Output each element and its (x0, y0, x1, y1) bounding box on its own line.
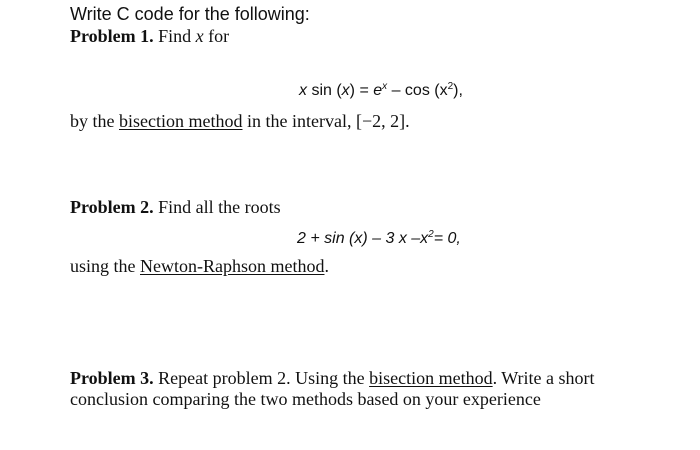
problem1-label: Problem 1. (70, 26, 154, 46)
eq1-equals: = (355, 82, 374, 99)
eq1-lhs-close: ) (349, 82, 355, 99)
eq1-lhs-argument: x (341, 82, 350, 99)
problem2-method-suffix: . (324, 256, 329, 276)
problem1-find-text: Find (158, 26, 192, 46)
eq1-close: ), (453, 82, 463, 99)
problem3-text-end: . Write a short (492, 368, 595, 388)
eq2-power: 2 (428, 229, 434, 240)
intro-text (70, 3, 310, 25)
problem1-heading (70, 25, 229, 47)
problem2-text: Find all the roots (158, 197, 281, 217)
problem1-method-suffix: in the interval, [−2, 2]. (242, 111, 410, 131)
problem3-line2 (70, 388, 541, 410)
problem1-variable: x (195, 26, 204, 46)
problem1-method-prefix: by the (70, 111, 119, 131)
eq1-cos-term: – cos (x (387, 82, 448, 99)
eq2-left: 2 + sin (x) – 3 x –x (297, 230, 429, 247)
eq1-exp-base: e (373, 82, 383, 99)
problem3-method-name: bisection method (369, 368, 493, 388)
intro-label: Write C code for the following: (70, 4, 310, 24)
problem2-method-name: Newton-Raphson method (140, 256, 325, 276)
eq1-cos-power: 2 (447, 81, 454, 92)
problem1-method-name: bisection method (119, 111, 243, 131)
problem3-conclusion-text: conclusion comparing the two methods based on your experience (70, 389, 541, 409)
problem2-equation (297, 228, 461, 250)
problem3-line1 (70, 367, 595, 389)
problem1-equation (299, 80, 463, 102)
problem3-text-start: Repeat problem 2. Using the (158, 368, 370, 388)
problem1-method-line (70, 110, 410, 132)
eq2-right: = 0, (433, 230, 461, 247)
eq1-lhs-variable: x (299, 82, 307, 99)
problem2-method-prefix: using the (70, 256, 140, 276)
problem3-label: Problem 3. (70, 368, 154, 388)
eq1-exp-power: x (382, 81, 388, 92)
problem2-method-line (70, 255, 329, 277)
problem2-label: Problem 2. (70, 197, 154, 217)
problem2-heading (70, 196, 281, 218)
eq1-lhs-function: sin ( (307, 82, 342, 99)
problem1-for-text: for (208, 26, 230, 46)
